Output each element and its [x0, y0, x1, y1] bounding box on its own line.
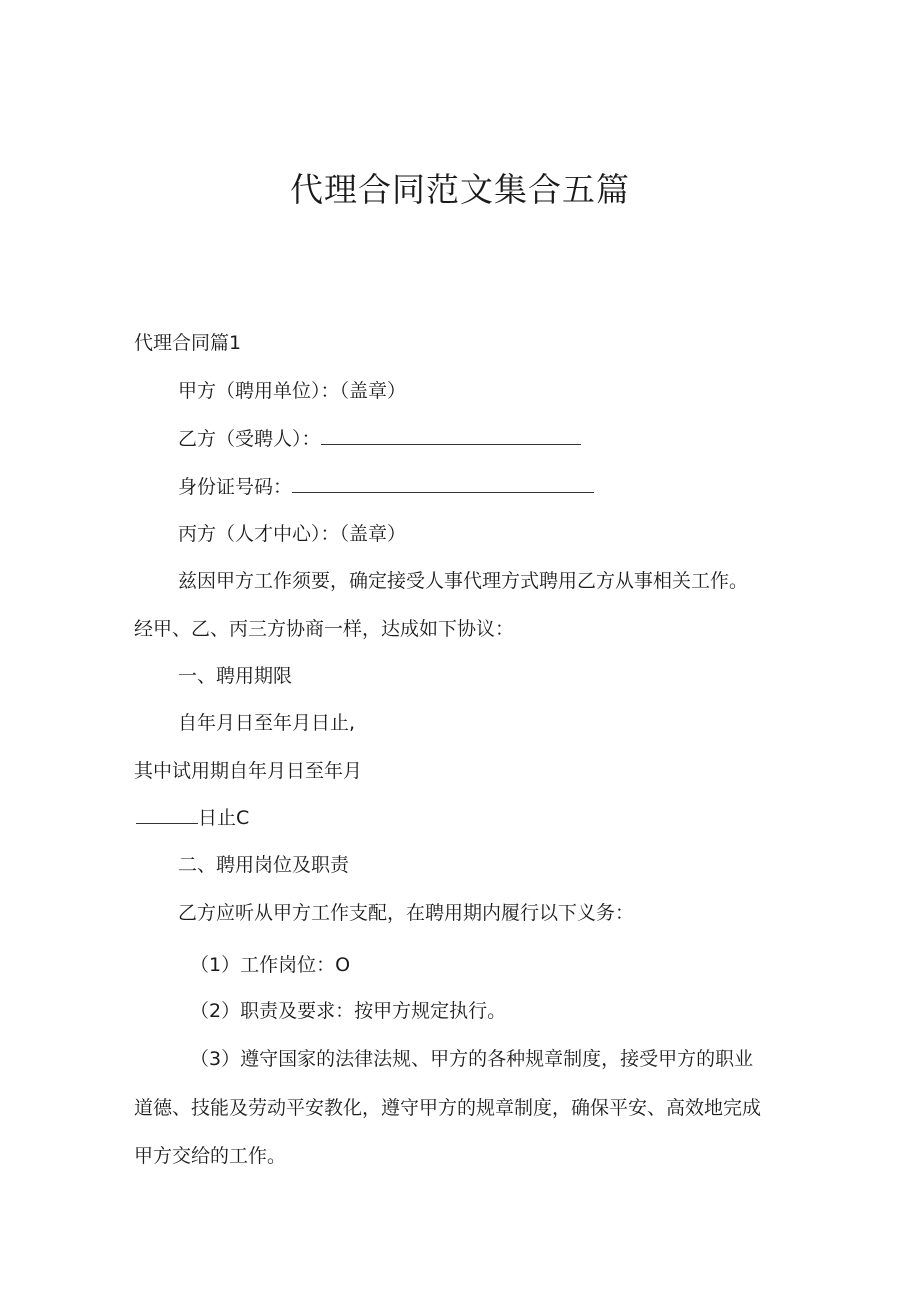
duty-1: （1）工作岗位：O: [190, 954, 351, 976]
duty-3-line-1: （3）遵守国家的法律法规、甲方的各种规章制度，接受甲方的职业: [190, 1048, 754, 1070]
party-b-blank: [321, 426, 581, 445]
duty-3-line-3: 甲方交给的工作。: [134, 1145, 287, 1167]
section-1-heading: 一、聘用期限: [178, 665, 293, 687]
duties-intro: 乙方应听从甲方工作支配，在聘用期内履行以下义务：: [178, 902, 635, 924]
duty-2: （2）职责及要求：按甲方规定执行。: [190, 1000, 507, 1022]
term-line-3-suffix: 日止C: [198, 807, 250, 829]
term-blank: [136, 805, 198, 824]
term-line-1: 自年月日至年月日止,: [178, 712, 356, 734]
party-b-label: 乙方（受聘人）：: [178, 428, 321, 450]
term-line-2: 其中试用期自年月日至年月: [134, 760, 363, 782]
section-2-heading: 二、聘用岗位及职责: [178, 854, 350, 876]
party-c-line: 丙方（人才中心）：（盖章）: [178, 523, 407, 545]
intro-line-1: 兹因甲方工作须要，确定接受人事代理方式聘用乙方从事相关工作。: [178, 570, 749, 592]
party-a-line: 甲方（聘用单位）：（盖章）: [178, 380, 407, 402]
intro-line-2: 经甲、乙、丙三方协商一样，达成如下协议：: [134, 618, 515, 640]
party-b-line: [178, 425, 581, 453]
duty-3-line-2: 道德、技能及劳动平安教化，遵守甲方的规章制度，确保平安、高效地完成: [134, 1097, 762, 1119]
document-title: 代理合同范文集合五篇: [290, 170, 630, 210]
id-number-line: [178, 473, 594, 501]
term-line-3: [136, 804, 249, 832]
section-heading: 代理合同篇1: [134, 332, 242, 354]
id-number-label: 身份证号码：: [178, 476, 293, 498]
id-number-blank: [292, 474, 594, 493]
